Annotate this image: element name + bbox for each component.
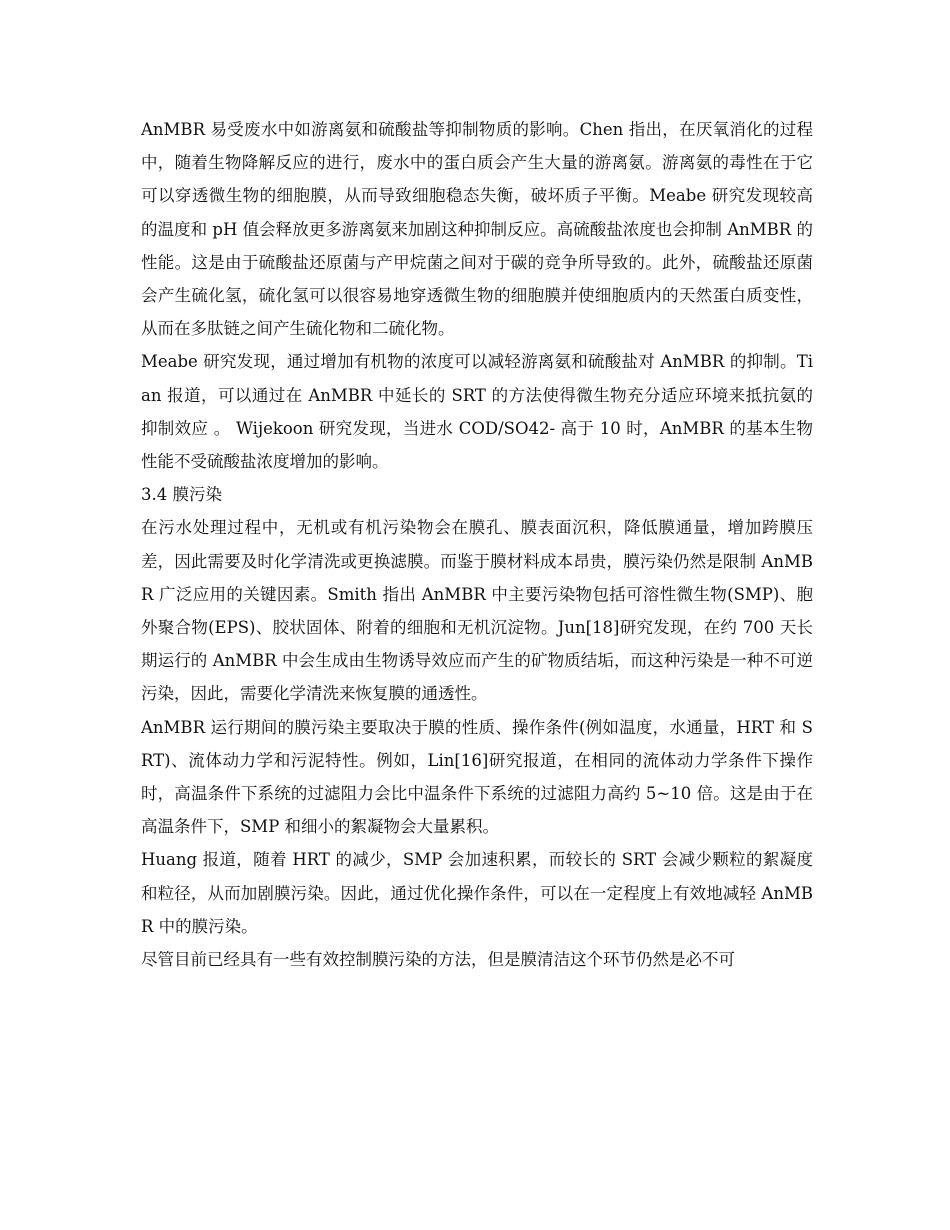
section-heading-membrane-fouling: 3.4 膜污染 (141, 485, 222, 505)
paragraph-cleaning: 尽管目前已经具有一些有效控制膜污染的方法，但是膜清洁这个环节仍然是必不可 (141, 950, 735, 970)
paragraph-fouling-factors: AnMBR 运行期间的膜污染主要取决于膜的性质、操作条件(例如温度，水通量，HRT 和 SRT)、流体动力学和污泥特性。例如，Lin[16]研究报道，在相同的流体动力学条件下操作时，高温条件下系统的过滤阻力会比中温条件下系统的过滤阻力高约 5~10 倍。这是由于在高温条件下，SMP 和细小的絮凝物会大量累积。 (141, 717, 813, 837)
document-body (141, 113, 813, 976)
paragraph-fouling-overview: 在污水处理过程中，无机或有机污染物会在膜孔、膜表面沉积，降低膜通量，增加跨膜压差，因此需要及时化学清洗或更换滤膜。而鉴于膜材料成本昂贵，膜污染仍然是限制 AnMBR 广泛应用的关键因素。Smith 指出 AnMBR 中主要污染物包括可溶性微生物(SMP)、胞外聚合物(EPS)、胶状固体、附着的细胞和无机沉淀物。Jun[18]研究发现，在约 700 天长期运行的 AnMBR 中会生成由生物诱导效应而产生的矿物质结垢，而这种污染是一种不可逆污染，因此，需要化学清洗来恢复膜的通透性。 (141, 518, 813, 704)
paragraph-hrt-srt: Huang 报道，随着 HRT 的减少，SMP 会加速积累，而较长的 SRT 会减少颗粒的絮凝度和粒径，从而加剧膜污染。因此，通过优化操作条件，可以在一定程度上有效地减轻 AnMBR 中的膜污染。 (141, 850, 813, 936)
paragraph-mitigation: Meabe 研究发现，通过增加有机物的浓度可以减轻游离氨和硫酸盐对 AnMBR 的抑制。Tian 报道，可以通过在 AnMBR 中延长的 SRT 的方法使得微生物充分适应环境来抵抗氨的抑制效应 。 Wijekoon 研究发现，当进水 COD/SO42- 高于 10 时，AnMBR 的基本生物性能不受硫酸盐浓度增加的影响。 (141, 352, 813, 472)
paragraph-free-ammonia-sulfate: AnMBR 易受废水中如游离氨和硫酸盐等抑制物质的影响。Chen 指出，在厌氧消化的过程中，随着生物降解反应的进行，废水中的蛋白质会产生大量的游离氨。游离氨的毒性在于它可以穿透微生物的细胞膜，从而导致细胞稳态失衡，破坏质子平衡。Meabe 研究发现较高的温度和 pH 值会释放更多游离氨来加剧这种抑制反应。高硫酸盐浓度也会抑制 AnMBR 的性能。这是由于硫酸盐还原菌与产甲烷菌之间对于碳的竞争所导致的。此外，硫酸盐还原菌会产生硫化氢，硫化氢可以很容易地穿透微生物的细胞膜并使细胞质内的天然蛋白质变性，从而在多肽链之间产生硫化物和二硫化物。 (141, 120, 813, 339)
